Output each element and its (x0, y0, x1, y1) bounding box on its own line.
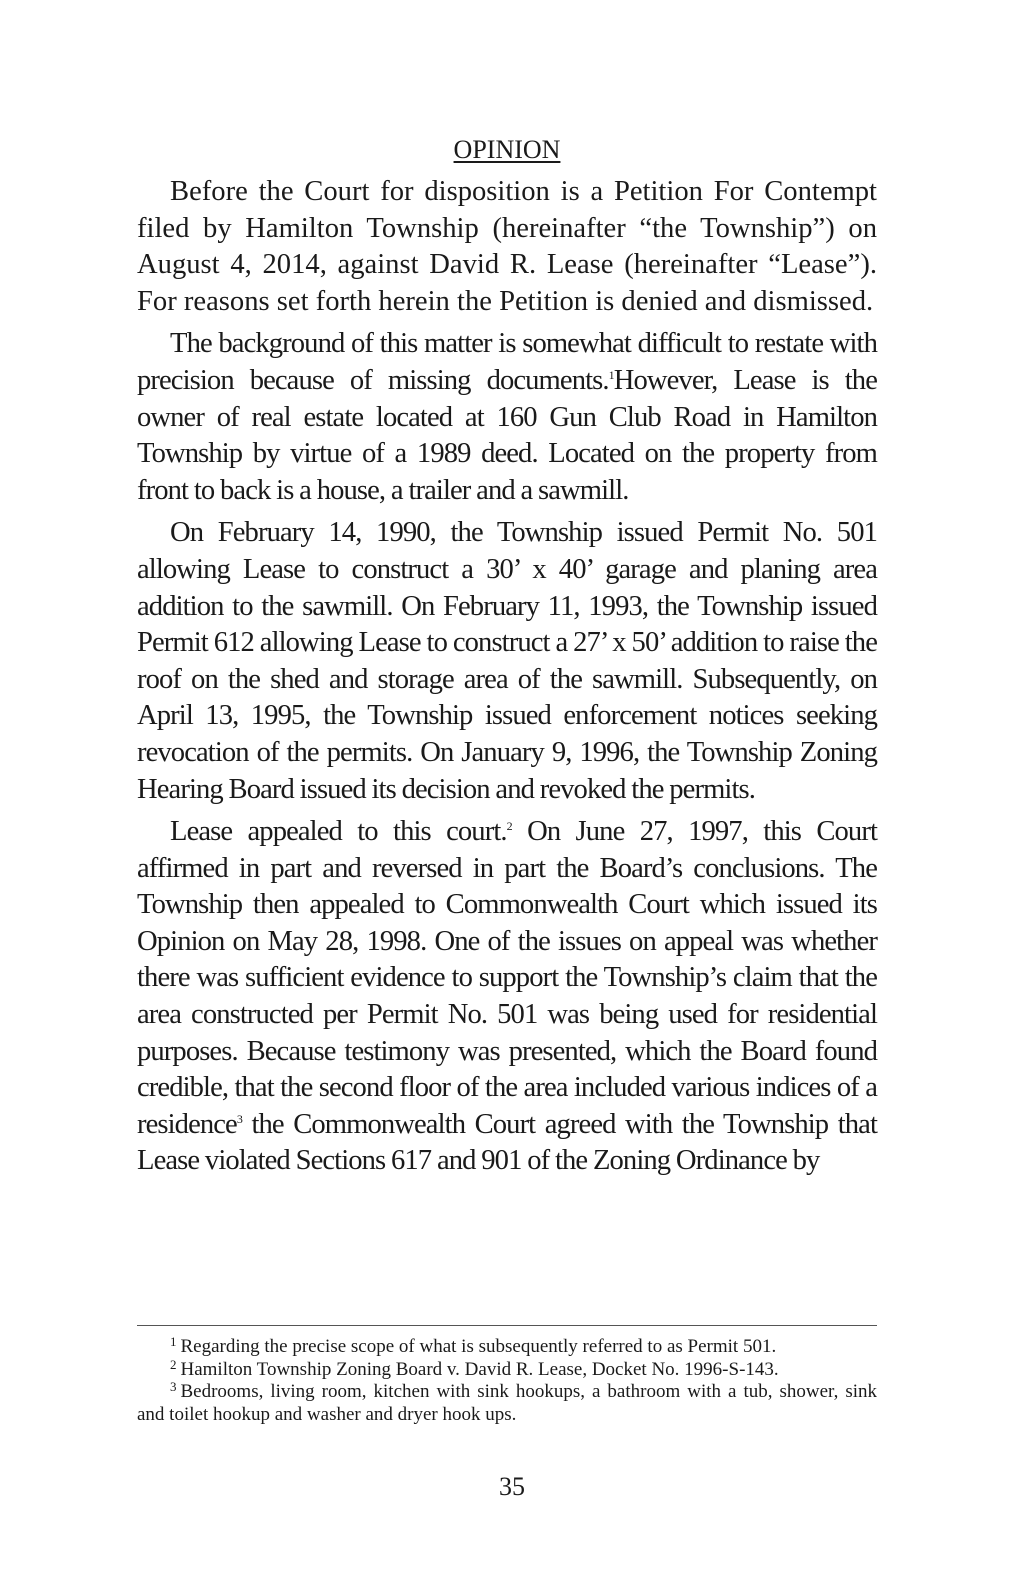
footnote-text: Hamilton Township Zoning Board v. David R. Lease, Docket No. 1996-S-143. (180, 1358, 779, 1380)
page-number: 35 (499, 1472, 525, 1501)
footnote-1 (137, 1336, 877, 1359)
footnote-number: 1 (170, 1334, 177, 1349)
footnote-text: Bedrooms, living room, kitchen with sink hookups, a bathroom with a tub, shower, sink and toilet hookup and washer and dryer hook ups. (137, 1381, 877, 1425)
footnotes (137, 1336, 877, 1426)
footnote-number: 3 (170, 1379, 177, 1395)
paragraph-text: Lease appealed to this court. (170, 816, 507, 848)
footnote-3 (137, 1381, 877, 1426)
footnote-number: 2 (170, 1356, 177, 1372)
footnote-reference-3: 3 (236, 1111, 242, 1126)
footnote-reference-1: 1 (608, 367, 614, 382)
footnote-2 (137, 1356, 877, 1382)
paragraph-text: the Commonwealth Court agreed with the Township that Lease violated Sections 617 and 901 of the Zoning Ordinance by (137, 1108, 877, 1177)
paragraph-4 (137, 814, 877, 1180)
paragraph-3 (137, 515, 877, 808)
paragraph-text: However, Lease is the owner of real estate located at 160 Gun Club Road in Hamilton Township by virtue of a 1989 deed. Located on the property from front to back is a house, a trailer and a sawmill. (137, 364, 877, 506)
paragraph-1 (137, 174, 877, 320)
footnote-text: Regarding the precise scope of what is subsequently referred to as Permit 501. (180, 1336, 777, 1357)
opinion-heading: OPINION (453, 135, 561, 164)
paragraph-text: The background of this matter is somewhat difficult to restate with precision because of missing documents. (137, 328, 877, 396)
opinion-body (137, 132, 877, 1186)
footnote-reference-2: 2 (506, 819, 512, 834)
paragraph-2 (137, 326, 877, 509)
paragraph-text: On June 27, 1997, this Court affirmed in part and reversed in part the Board’s conclusions. The Township then appealed to Commonwealth Court which issued its Opinion on May 28, 1998. One of the issues on appeal was whether there was sufficient evidence to support the Township’s claim that the area constructed per Permit No. 501 was being used for residential purposes. Because testimony was presented, which the Board found credible, that the second floor of the area included various indices of a residence (137, 816, 877, 1140)
paragraph-text: Before the Court for disposition is a Petition For Contempt filed by Hamilton Township (hereinafter “the Township”) on August 4, 2014, against David R. Lease (hereinafter “Lease”). For reasons set forth herein the Petition is denied and dismissed. (137, 176, 877, 317)
paragraph-text: On February 14, 1990, the Township issued Permit No. 501 allowing Lease to construct a 30’ x 40’ garage and planing area addition to the sawmill. On February 11, 1993, the Township issued Permit 612 allowing Lease to construct a 27’ x 50’ addition to raise the roof on the shed and storage area of the sawmill. Subsequently, on April 13, 1995, the Township issued enforcement notices seeking revocation of the permits. On January 9, 1996, the Township Zoning Hearing Board issued its decision and revoked the permits. (137, 517, 877, 805)
footnote-divider (137, 1325, 877, 1326)
